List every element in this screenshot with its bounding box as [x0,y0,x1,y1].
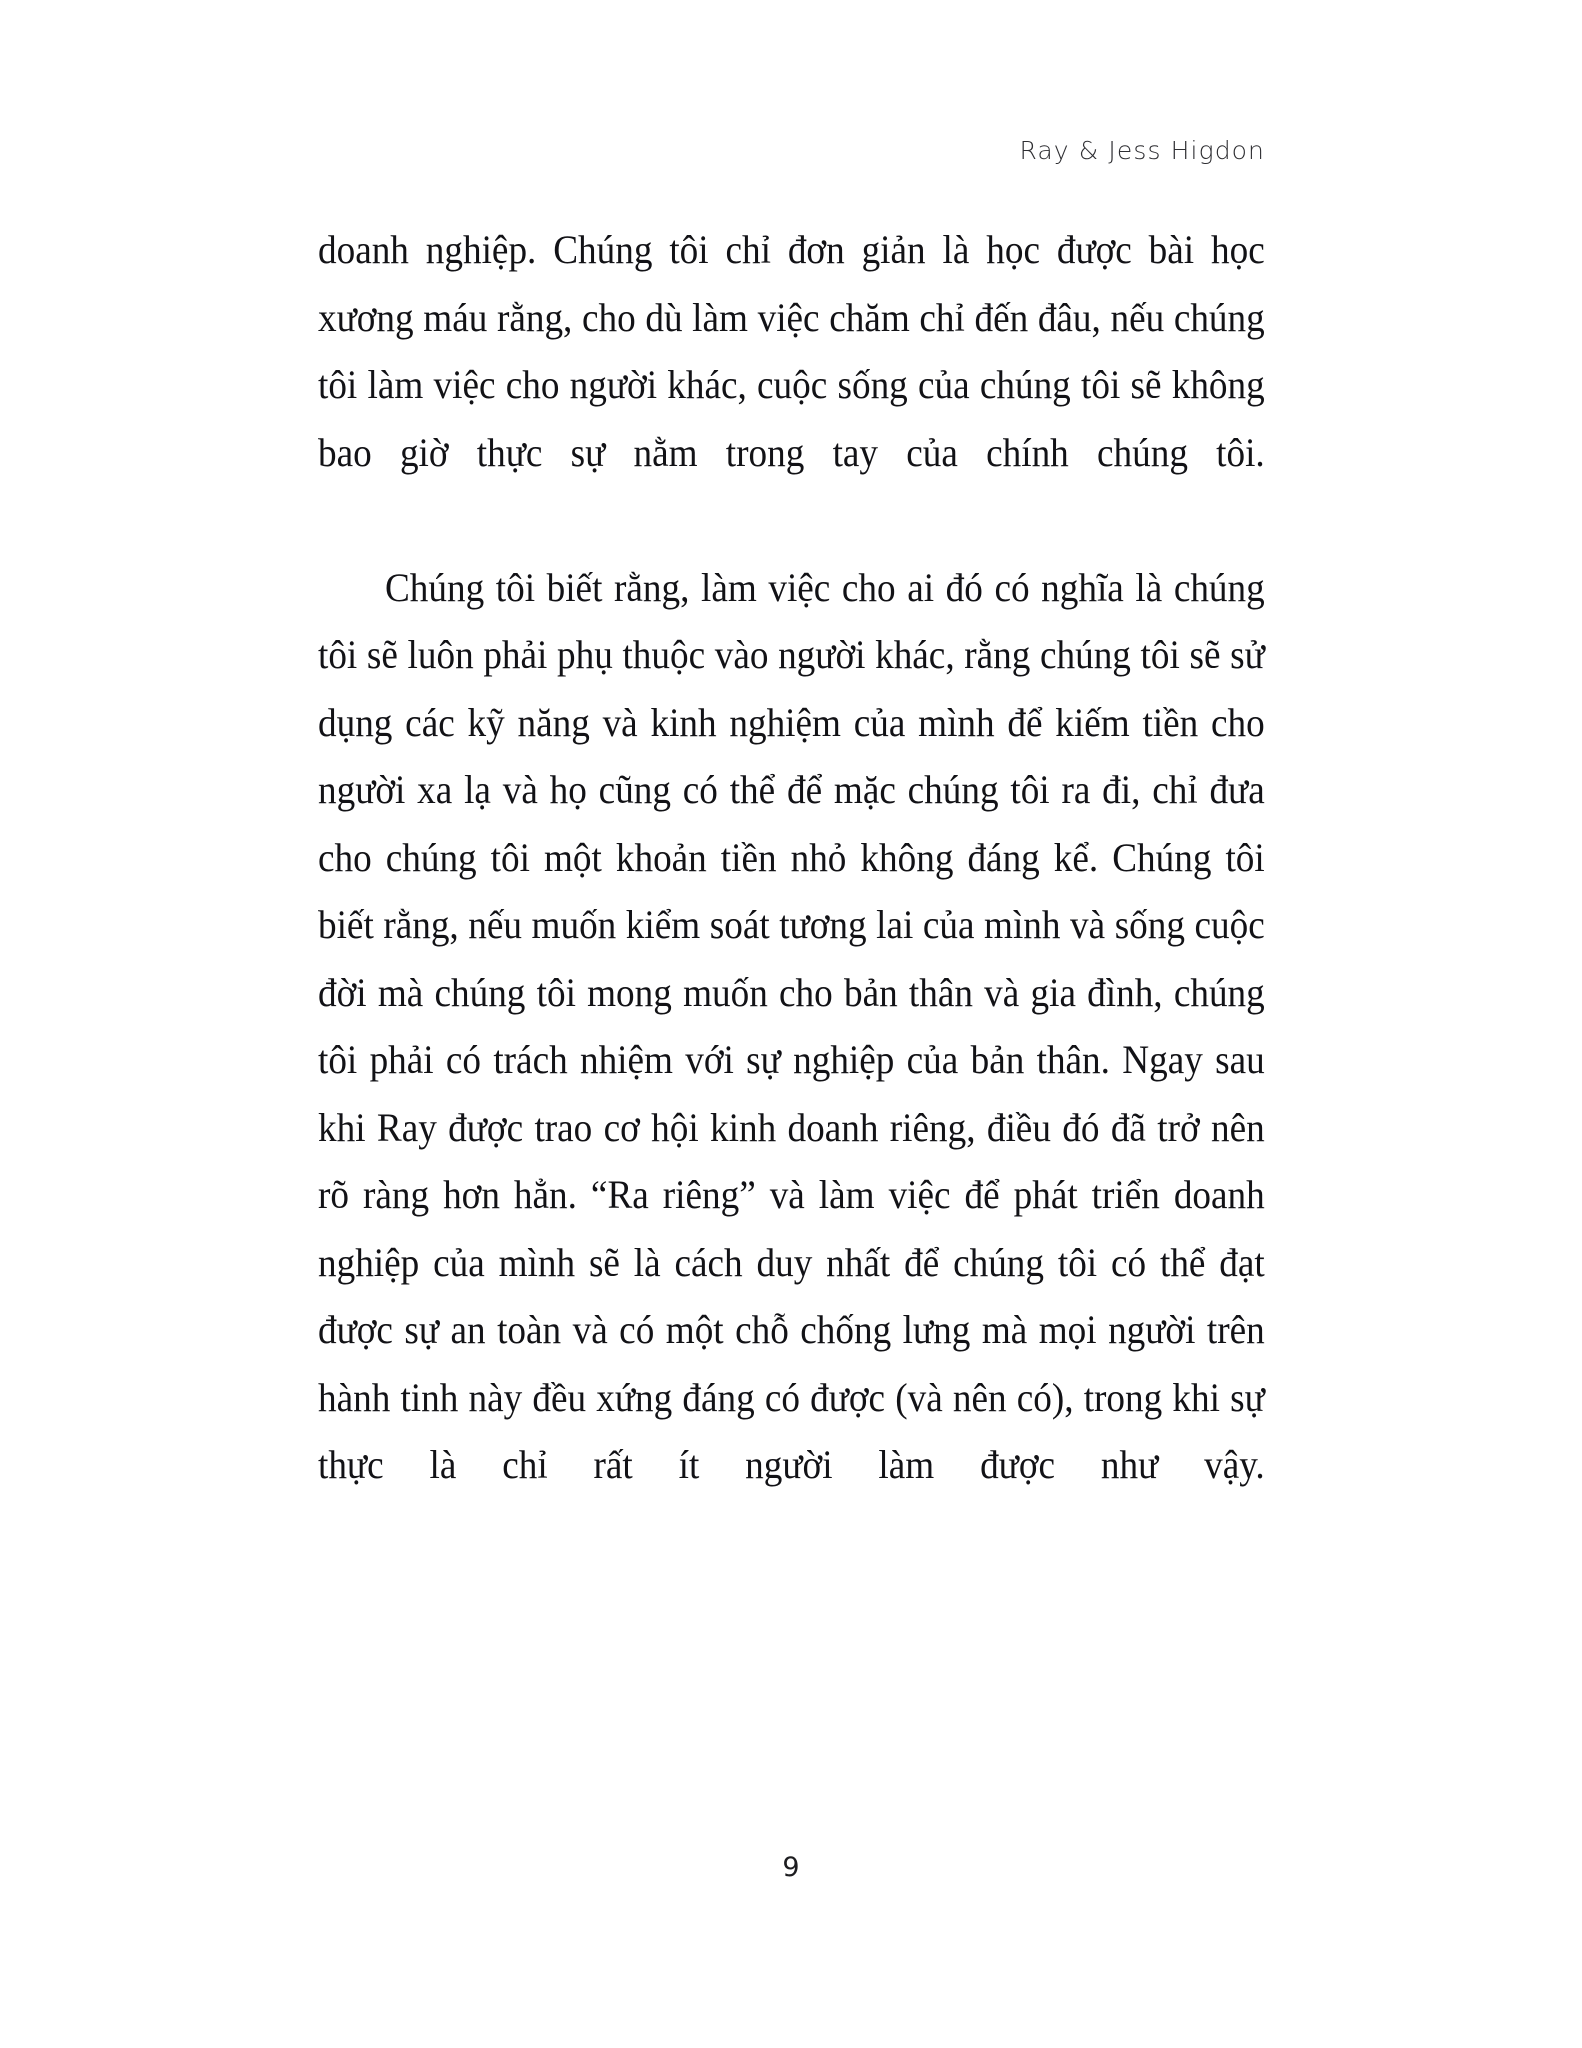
body-paragraph: doanh nghiệp. Chúng tôi chỉ đơn giản là học được bài học xương máu rằng, cho dù làm việc chăm chỉ đến đâu, nếu chúng tôi làm việc cho người khác, cuộc sống của chúng tôi sẽ không bao giờ thực sự nằm trong tay của chính chúng tôi. [318,227,1265,475]
body-text-column [318,216,1265,1566]
running-head: Ray & Jess Higdon [1019,136,1265,165]
page-number: 9 [782,1852,800,1883]
body-paragraph: Chúng tôi biết rằng, làm việc cho ai đó có nghĩa là chúng tôi sẽ luôn phải phụ thuộc vào người khác, rằng chúng tôi sẽ sử dụng các kỹ năng và kinh nghiệm của mình để kiếm tiền cho người xa lạ và họ cũng có thể để mặc chúng tôi ra đi, chỉ đưa cho chúng tôi một khoản tiền nhỏ không đáng kể. Chúng tôi biết rằng, nếu muốn kiểm soát tương lai của mình và sống cuộc đời mà chúng tôi mong muốn cho bản thân và gia đình, chúng tôi phải có trách nhiệm với sự nghiệp của bản thân. Ngay sau khi Ray được trao cơ hội kinh doanh riêng, điều đó đã trở nên rõ ràng hơn hẳn. “Ra riêng” và làm việc để phát triển doanh nghiệp của mình sẽ là cách duy nhất để chúng tôi có thể đạt được sự an toàn và có một chỗ chống lưng mà mọi người trên hành tinh này đều xứng đáng có được (và nên có), trong khi sự thực là chỉ rất ít người làm được như vậy. [318,564,1265,1487]
